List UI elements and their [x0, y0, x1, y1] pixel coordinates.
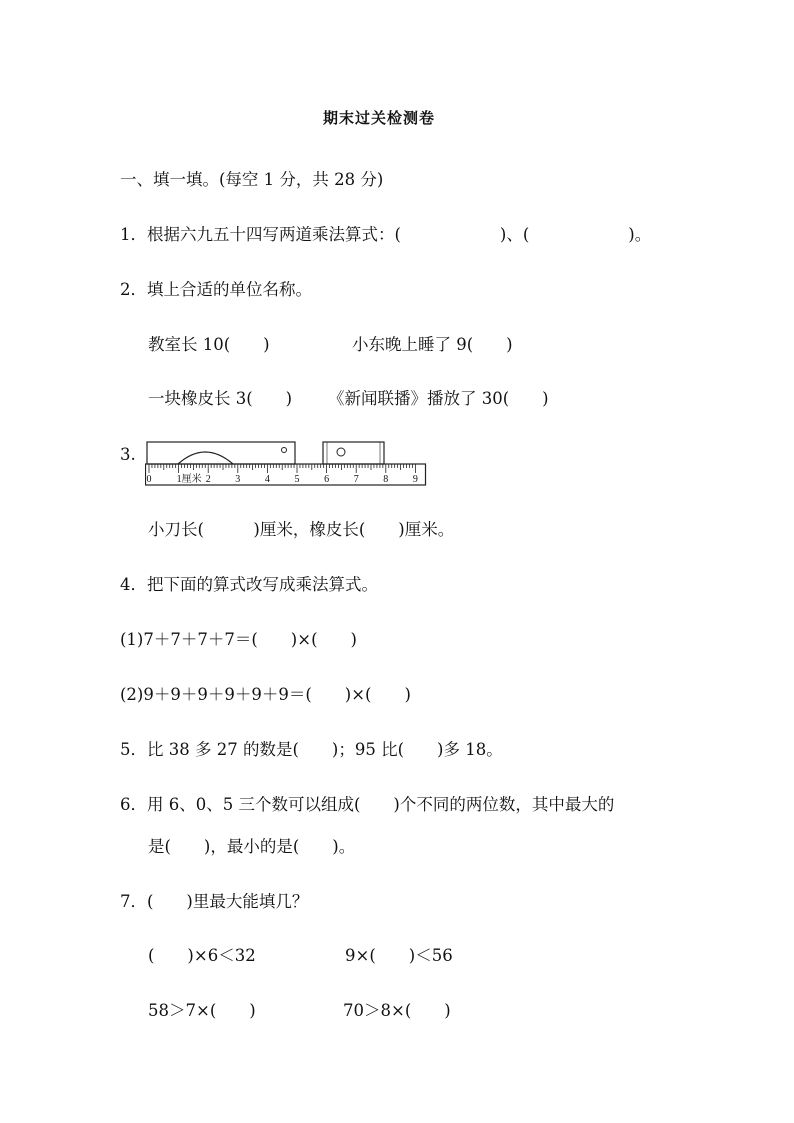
question-7b: 9×( )＜56 — [345, 946, 453, 965]
knife-handle-arc — [178, 452, 233, 464]
question-7a: ( )×6＜32 — [148, 946, 256, 965]
ruler-label-6: 6 — [324, 474, 330, 485]
question-6-line2: 是( )，最小的是( )。 — [148, 837, 356, 856]
page-title: 期末过关检测卷 — [323, 109, 436, 127]
question-2d: 《新闻联播》播放了 30( ) — [328, 389, 549, 408]
ruler-figure — [145, 440, 427, 490]
question-3: 小刀长( )厘米，橡皮长( )厘米。 — [148, 520, 455, 539]
question-7d: 70＞8×( ) — [343, 1001, 451, 1020]
question-2: 2．填上合适的单位名称。 — [120, 280, 312, 299]
ruler-ticks — [149, 464, 415, 473]
question-7: 7．( )里最大能填几？ — [120, 892, 309, 911]
question-3-number: 3. — [120, 445, 136, 464]
ruler-label-4: 4 — [264, 474, 270, 485]
ruler-svg — [145, 440, 427, 490]
ruler-label-2: 2 — [205, 474, 211, 485]
question-4: 4．把下面的算式改写成乘法算式。 — [120, 575, 378, 594]
ruler-label-7: 7 — [353, 474, 359, 485]
question-6-line1: 6．用 6、0、5 三个数可以组成( )个不同的两位数，其中最大的 — [120, 795, 615, 814]
question-2a: 教室长 10( ) — [148, 335, 270, 354]
knife-hole — [282, 448, 287, 453]
question-4a: (1)7＋7＋7＋7＝( )×( ) — [120, 630, 357, 649]
ruler-label-9: 9 — [412, 474, 418, 485]
question-2c: 一块橡皮长 3( ) — [148, 389, 293, 408]
eraser-shape — [323, 442, 384, 464]
question-4b: (2)9＋9＋9＋9＋9＋9＝( )×( ) — [120, 685, 411, 704]
ruler-label-1: 1厘米 — [176, 474, 202, 485]
ruler-label-0: 0 — [146, 474, 152, 485]
eraser-inner — [327, 442, 380, 464]
knife-shape — [147, 442, 295, 464]
question-2b: 小东晚上睡了 9( ) — [352, 335, 513, 354]
question-7c: 58＞7×( ) — [148, 1001, 256, 1020]
ruler-label-8: 8 — [383, 474, 389, 485]
eraser-figure-icon — [337, 448, 345, 456]
question-5: 5．比 38 多 27 的数是( )；95 比( )多 18。 — [120, 740, 503, 759]
ruler-label-5: 5 — [294, 474, 300, 485]
section-heading: 一、填一填。(每空 1 分，共 28 分) — [120, 170, 384, 189]
question-1: 1．根据六九五十四写两道乘法算式：( )、( )。 — [120, 225, 652, 244]
ruler-labels — [147, 472, 418, 485]
ruler-label-3: 3 — [235, 474, 241, 485]
